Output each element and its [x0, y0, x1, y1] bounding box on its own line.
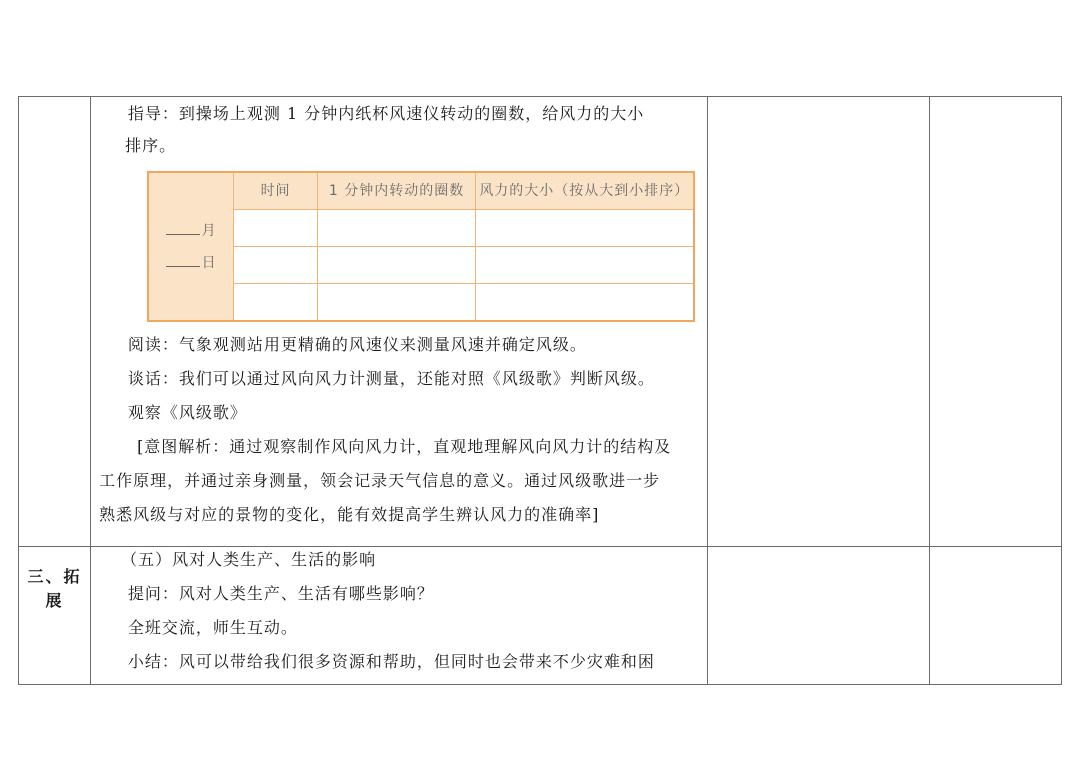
summary-text: 小结：风可以带给我们很多资源和帮助，但同时也会带来不少灾难和困 — [127, 652, 655, 671]
student-activity-cell — [707, 547, 929, 685]
intent-text-1: [意图解析：通过观察制作风向风力计，直观地理解风向风力计的结构及 — [137, 437, 672, 456]
student-activity-cell — [707, 97, 929, 547]
stage-label-line2: 展 — [45, 591, 64, 610]
stage-label — [19, 547, 90, 613]
worksheet-cell — [318, 284, 476, 322]
section-title: （五）风对人类生产、生活的影响 — [121, 550, 377, 569]
guide-text: 指导：到操场上观测 1 分钟内纸杯风速仪转动的圈数，给风力的大小 — [127, 104, 645, 123]
month-blank — [166, 220, 200, 235]
worksheet-cell — [234, 210, 318, 247]
worksheet-cell — [234, 247, 318, 284]
stage-cell — [19, 547, 91, 685]
worksheet-cell — [476, 210, 694, 247]
teacher-activity-cell — [91, 547, 708, 685]
header-wind-strength: 风力的大小（按从大到小排序） — [476, 172, 694, 210]
date-cell — [148, 172, 234, 321]
worksheet-header-row — [148, 172, 694, 210]
wind-observation-worksheet — [147, 171, 695, 322]
guide-text-cont: 排序。 — [125, 136, 177, 155]
question-text: 提问：风对人类生产、生活有哪些影响？ — [127, 584, 434, 603]
stage-cell-empty — [19, 97, 91, 547]
intent-text-2: 工作原理，并通过亲身测量，领会记录天气信息的意义。通过风级歌进一步 — [99, 471, 661, 490]
header-time: 时间 — [234, 172, 318, 210]
exchange-text: 全班交流，师生互动。 — [127, 618, 298, 637]
day-label: 日 — [201, 254, 217, 271]
notes-cell — [929, 97, 1061, 547]
lesson-row-extension — [19, 547, 1062, 685]
worksheet-container — [91, 163, 707, 328]
stage-label-line1: 三、拓 — [27, 567, 82, 586]
worksheet-cell — [234, 284, 318, 322]
talk-text: 谈话：我们可以通过风向风力计测量，还能对照《风级歌》判断风级。 — [127, 369, 655, 388]
worksheet-cell — [476, 284, 694, 322]
notes-cell — [929, 547, 1061, 685]
teacher-activity-cell — [91, 97, 708, 547]
day-blank — [166, 252, 200, 267]
lesson-plan-table — [18, 96, 1062, 685]
month-label: 月 — [201, 222, 217, 239]
reading-text: 阅读：气象观测站用更精确的风速仪来测量风速并确定风级。 — [127, 335, 587, 354]
worksheet-cell — [318, 210, 476, 247]
observe-text: 观察《风级歌》 — [127, 403, 247, 422]
worksheet-cell — [318, 247, 476, 284]
header-rotations: 1 分钟内转动的圈数 — [318, 172, 476, 210]
worksheet-cell — [476, 247, 694, 284]
lesson-row-exploration — [19, 97, 1062, 547]
intent-text-3: 熟悉风级与对应的景物的变化，能有效提高学生辨认风力的准确率] — [99, 505, 600, 524]
